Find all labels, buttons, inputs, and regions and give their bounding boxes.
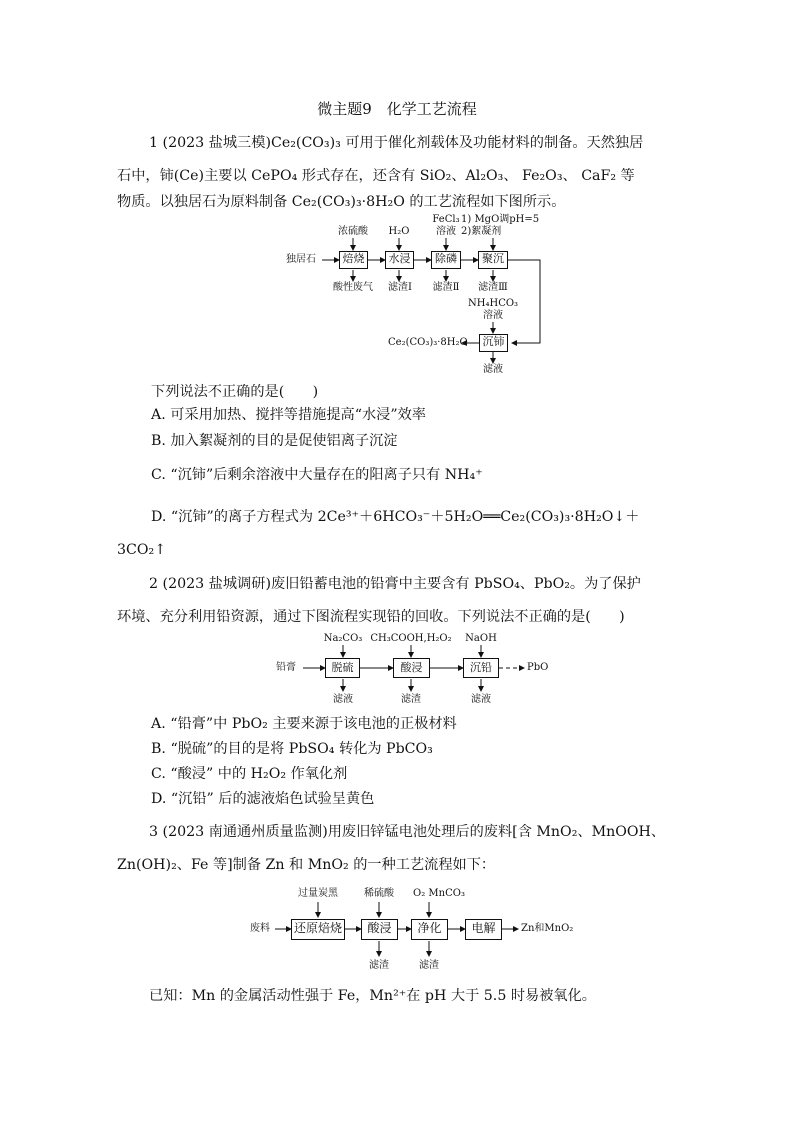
q1-input-nh4hco3: NH₄HCO₃ 溶液 [468,298,519,321]
q1-option-d-line1: D. “沉铈”的离子方程式为 2Ce³⁺＋6HCO₃⁻＋5H₂O══Ce₂(CO₃)₃·8H₂O↓＋ [151,509,640,525]
q1-final-filtrate: 滤液 [483,364,503,375]
q1-stem-line1: 1 (2023 盐城三模)Ce₂(CO₃)₃ 可用于催化剂载体及功能材料的制备。天然独居 [149,135,644,151]
q2-input-na2co3: Na₂CO₃ [323,633,363,644]
q3-note: 已知：Mn 的金属活动性强于 Fe，Mn²⁺在 pH 大于 5.5 时易被氧化。 [149,988,596,1004]
q2-step-desulfurize: 脱硫 [325,658,360,678]
q3-step-acid-leach: 酸浸 [361,919,398,940]
q1-step-coagulate: 聚沉 [478,251,508,269]
q2-flow-product: PbO [527,662,549,673]
q3-stem-line2: Zn(OH)₂、Fe 等]制备 Zn 和 MnO₂ 的一种工艺流程如下： [117,857,496,873]
q1-stem-line2: 石中，铈(Ce)主要以 CePO₄ 形式存在，还含有 SiO₂、Al₂O₃、 Fe₂O₃、 CaF₂ 等 [117,168,635,184]
q2-output-filtrate2: 滤液 [471,694,491,705]
q3-step-electrolysis: 电解 [465,919,502,940]
q3-step-purify: 净化 [411,919,448,940]
q1-output-residue1: 滤渣Ⅰ [388,282,412,293]
q1-option-d-line2: 3CO₂↑ [117,542,167,558]
q1-input-mgo: 1) MgO调pH=5 2)絮凝剂 [461,214,540,237]
q3-input-carbon: 过量炭黑 [298,888,338,899]
q1-input-acid: 浓硫酸 [338,226,368,237]
q3-output-residue2: 滤渣 [419,960,439,971]
q2-output-residue: 滤渣 [401,694,421,705]
q2-step-acid-leach: 酸浸 [393,658,430,678]
q1-final-product: Ce₂(CO₃)₃·8H₂O [388,337,468,348]
q2-option-c: C. “酸浸” 中的 H₂O₂ 作氧化剂 [151,766,348,782]
q2-output-filtrate1: 滤液 [333,694,353,705]
q3-output-residue1: 滤渣 [369,960,389,971]
q3-flow-start: 废料 [250,923,270,934]
q3-flow-product: Zn和MnO₂ [521,923,574,934]
page-title: 微主题9 化学工艺流程 [317,100,477,118]
q1-input-fecl3: FeCl₃ 溶液 [432,214,460,237]
q1-step-roast: 焙烧 [339,251,368,269]
q1-step-ce-precipitate: 沉铈 [479,334,508,352]
q3-input-o2-mnco3: O₂ MnCO₃ [413,888,465,899]
q2-stem-line1: 2 (2023 盐城调研)废旧铅蓄电池的铅膏中主要含有 PbSO₄、PbO₂。为了保护 [149,576,641,592]
q3-input-sulfuric: 稀硫酸 [364,888,394,899]
q1-option-b: B. 加入絮凝剂的目的是促使铝离子沉淀 [151,433,398,449]
q1-output-residue2: 滤渣Ⅱ [432,282,460,293]
q1-output-gas: 酸性废气 [333,282,373,293]
q2-input-naoh: NaOH [465,633,497,644]
q3-stem-line1: 3 (2023 南通通州质量监测)用废旧锌锰电池处理后的废料[含 MnO₂、MnOOH、 [149,824,666,840]
q2-option-a: A. “铅膏”中 PbO₂ 主要来源于该电池的正极材料 [151,716,457,732]
q2-input-acetic-peroxide: CH₃COOH,H₂O₂ [370,633,452,644]
q1-step-water-leach: 水浸 [385,251,414,269]
q1-option-a: A. 可采用加热、搅拌等措施提高“水浸”效率 [151,407,426,423]
q2-flow-start: 铅膏 [276,662,296,673]
q1-step-dephosphorize: 除磷 [431,251,461,269]
q2-option-d: D. “沉铅” 后的滤液焰色试验呈黄色 [151,791,375,807]
q2-step-lead-precipitate: 沉铅 [463,658,499,678]
q2-stem-line2: 环境、充分利用铅资源，通过下图流程实现铅的回收。下列说法不正确的是( ) [117,609,625,625]
q1-output-residue3: 滤渣Ⅲ [478,282,508,293]
q2-option-b: B. “脱硫”的目的是将 PbSO₄ 转化为 PbCO₃ [151,741,433,757]
q1-flow-start: 独居石 [286,254,316,265]
q1-option-c: C. “沉铈”后剩余溶液中大量存在的阳离子只有 NH₄⁺ [151,467,483,483]
q1-stem-line3: 物质。以独居石为原料制备 Ce₂(CO₃)₃·8H₂O 的工艺流程如下图所示。 [117,194,566,210]
q1-input-water: H₂O [388,226,410,237]
q3-step-reduce-roast: 还原焙烧 [291,919,345,940]
q1-prompt: 下列说法不正确的是( ) [151,384,319,400]
